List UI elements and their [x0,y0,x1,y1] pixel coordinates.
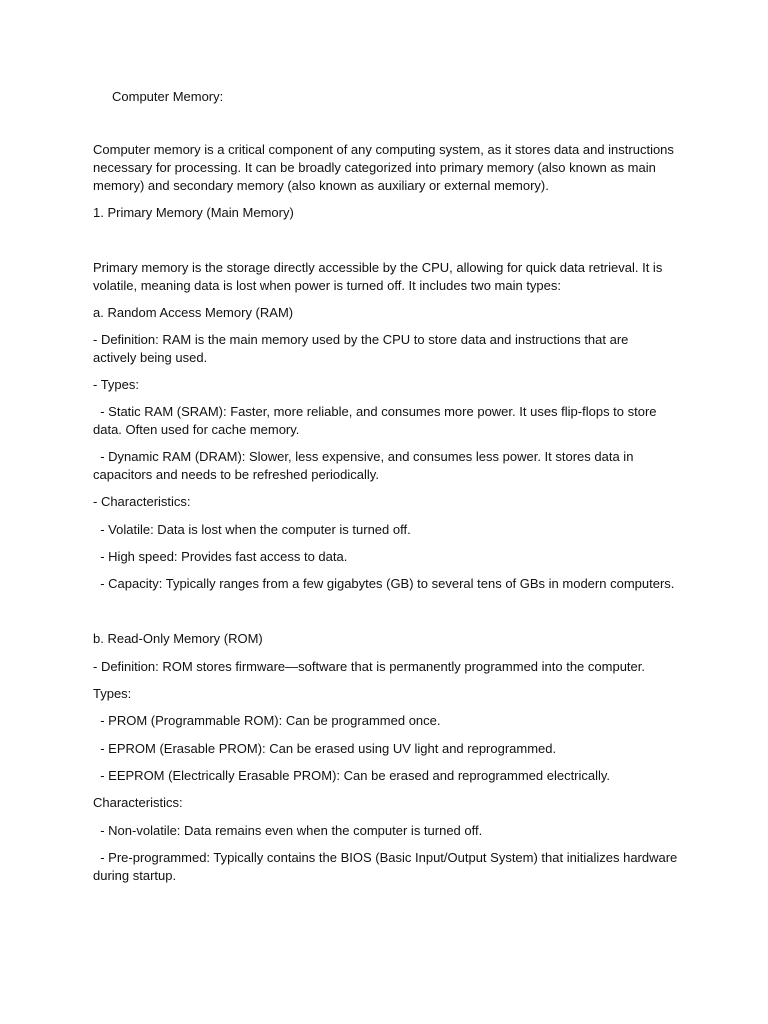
document-title: Computer Memory: [112,89,224,104]
rom-eeprom: - EEPROM (Electrically Erasable PROM): Can be erased and reprogrammed electrically. [93,768,611,783]
sram-line-1: - Static RAM (SRAM): Faster, more reliable, and consumes more power. It uses flip-flops to store [93,404,657,419]
rom-characteristics-label: Characteristics: [93,795,183,810]
dram-line-2: capacitors and needs to be refreshed periodically. [93,467,379,482]
ram-definition-line-2: actively being used. [93,350,208,365]
rom-nonvolatile: - Non-volatile: Data remains even when the computer is turned off. [93,823,483,838]
primary-desc-line-1: Primary memory is the storage directly accessible by the CPU, allowing for quick data retrieval. It is [93,260,663,275]
dram-line-1: - Dynamic RAM (DRAM): Slower, less expensive, and consumes less power. It stores data in [93,449,634,464]
rom-prom: - PROM (Programmable ROM): Can be programmed once. [93,713,441,728]
ram-volatile: - Volatile: Data is lost when the computer is turned off. [93,522,411,537]
ram-heading: a. Random Access Memory (RAM) [93,305,294,320]
ram-definition-line-1: - Definition: RAM is the main memory used by the CPU to store data and instructions that are [93,332,629,347]
rom-eprom: - EPROM (Erasable PROM): Can be erased using UV light and reprogrammed. [93,741,557,756]
intro-line-3: memory) and secondary memory (also known as auxiliary or external memory). [93,178,549,193]
rom-preprogrammed-line-2: during startup. [93,868,177,883]
primary-desc-line-2: volatile, meaning data is lost when power is turned off. It includes two main types: [93,278,562,293]
rom-types-label: Types: [93,686,132,701]
ram-characteristics-label: - Characteristics: [93,494,191,509]
rom-preprogrammed-line-1: - Pre-programmed: Typically contains the BIOS (Basic Input/Output System) that initializes hardware [93,850,678,865]
primary-memory-heading: 1. Primary Memory (Main Memory) [93,205,294,220]
rom-definition: - Definition: ROM stores firmware—software that is permanently programmed into the computer. [93,659,645,674]
intro-line-2: necessary for processing. It can be broadly categorized into primary memory (also known as main [93,160,656,175]
ram-capacity: - Capacity: Typically ranges from a few gigabytes (GB) to several tens of GBs in modern computers. [93,576,675,591]
ram-types-label: - Types: [93,377,140,392]
sram-line-2: data. Often used for cache memory. [93,422,300,437]
rom-heading: b. Read-Only Memory (ROM) [93,631,263,646]
intro-line-1: Computer memory is a critical component of any computing system, as it stores data and instructions [93,142,674,157]
ram-speed: - High speed: Provides fast access to data. [93,549,348,564]
